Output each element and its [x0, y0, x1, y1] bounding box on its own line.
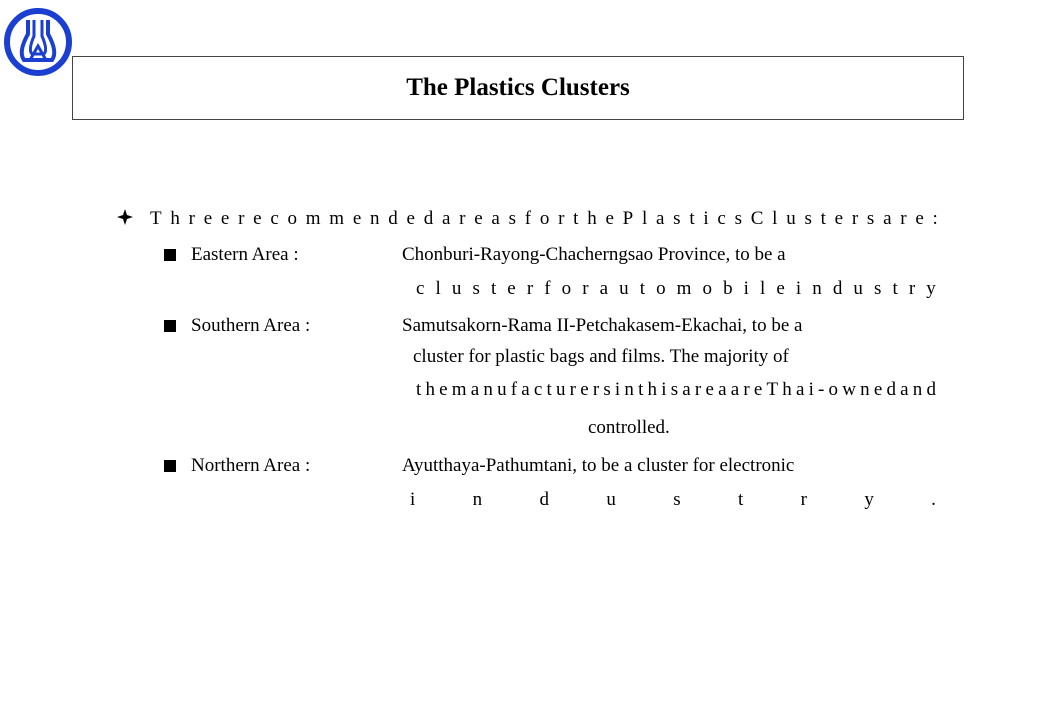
area-desc-eastern-line1: Chonburi-Rayong-Chacherngsao Province, to be a [402, 244, 786, 265]
square-bullet-icon [164, 320, 176, 332]
area-label-northern: Northern Area : [191, 455, 311, 476]
square-bullet-icon [164, 249, 176, 261]
company-logo [4, 8, 72, 76]
area-desc-southern-line4: controlled. [588, 417, 670, 438]
area-label-southern: Southern Area : [191, 315, 311, 336]
area-desc-southern-line1: Samutsakorn-Rama II-Petchakasem-Ekachai, to be a [402, 315, 803, 336]
intro-text: T h r e e r e c o m m e n d e d a r e a s f o r t h e P l a s t i c s C l u s t e r s a r e : [150, 208, 938, 229]
area-desc-northern-line1: Ayutthaya-Pathumtani, to be a cluster for electronic [402, 455, 795, 476]
area-desc-eastern-line2: c l u s t e r f o r a u t o m o b i l e i n d u s t r y [416, 278, 936, 299]
area-desc-southern-line2: cluster for plastic bags and films. The majority of [413, 346, 789, 367]
area-desc-northern-line2: i n d u s t r y . [410, 489, 936, 510]
square-bullet-icon [164, 460, 176, 472]
area-desc-southern-line3: t h e m a n u f a c t u r e r s i n t h i s a r e a a r e T h a i - o w n e d a n d [416, 379, 936, 400]
page-title: The Plastics Clusters [406, 74, 630, 101]
title-box [72, 56, 964, 120]
diamond-bullet-icon [117, 209, 133, 225]
area-label-eastern: Eastern Area : [191, 244, 299, 265]
